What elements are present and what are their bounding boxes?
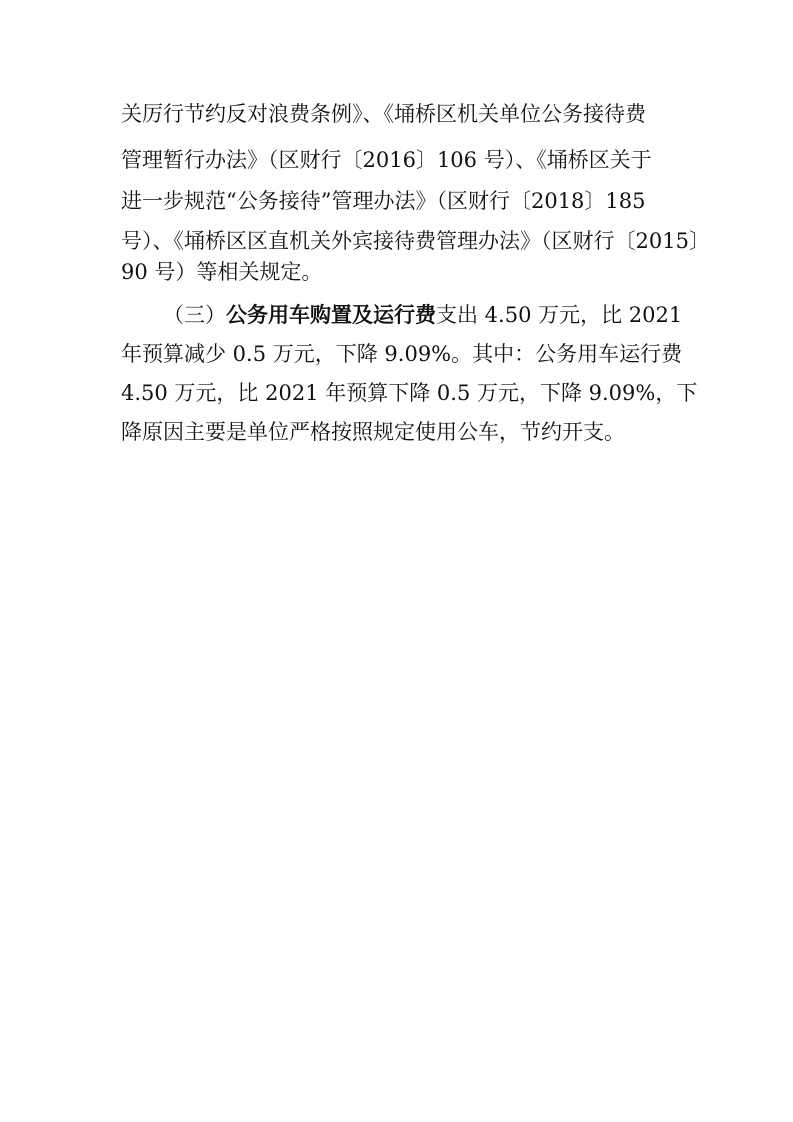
paragraph-2-line-1 xyxy=(163,301,682,329)
paragraph-2-line-2: 年预算减少 0.5 万元，下降 9.09%。其中：公务用车运行费 xyxy=(121,342,683,366)
section-heading: 公务用车购置及运行费 xyxy=(226,303,436,327)
section-number: （三） xyxy=(163,303,226,327)
paragraph-2-line-3: 4.50 万元，比 2021 年预算下降 0.5 万元，下降 9.09%，下 xyxy=(121,381,698,405)
paragraph-1-line-5: 90 号）等相关规定。 xyxy=(121,260,323,284)
paragraph-1-line-1: 关厉行节约反对浪费条例》、《埇桥区机关单位公务接待费 xyxy=(121,102,646,126)
paragraph-2-line-4: 降原因主要是单位严格按照规定使用公车，节约开支。 xyxy=(121,420,625,444)
paragraph-1-line-3: 进一步规范“公务接待”管理办法》（区财行〔2018〕185 xyxy=(121,189,646,213)
paragraph-1-line-4: 号）、《埇桥区区直机关外宾接待费管理办法》（区财行〔2015〕 xyxy=(121,229,710,253)
paragraph-2-line-1-text: 支出 4.50 万元，比 2021 xyxy=(436,303,683,327)
paragraph-1-line-2: 管理暂行办法》（区财行〔2016〕106 号）、《埇桥区关于 xyxy=(121,148,652,172)
